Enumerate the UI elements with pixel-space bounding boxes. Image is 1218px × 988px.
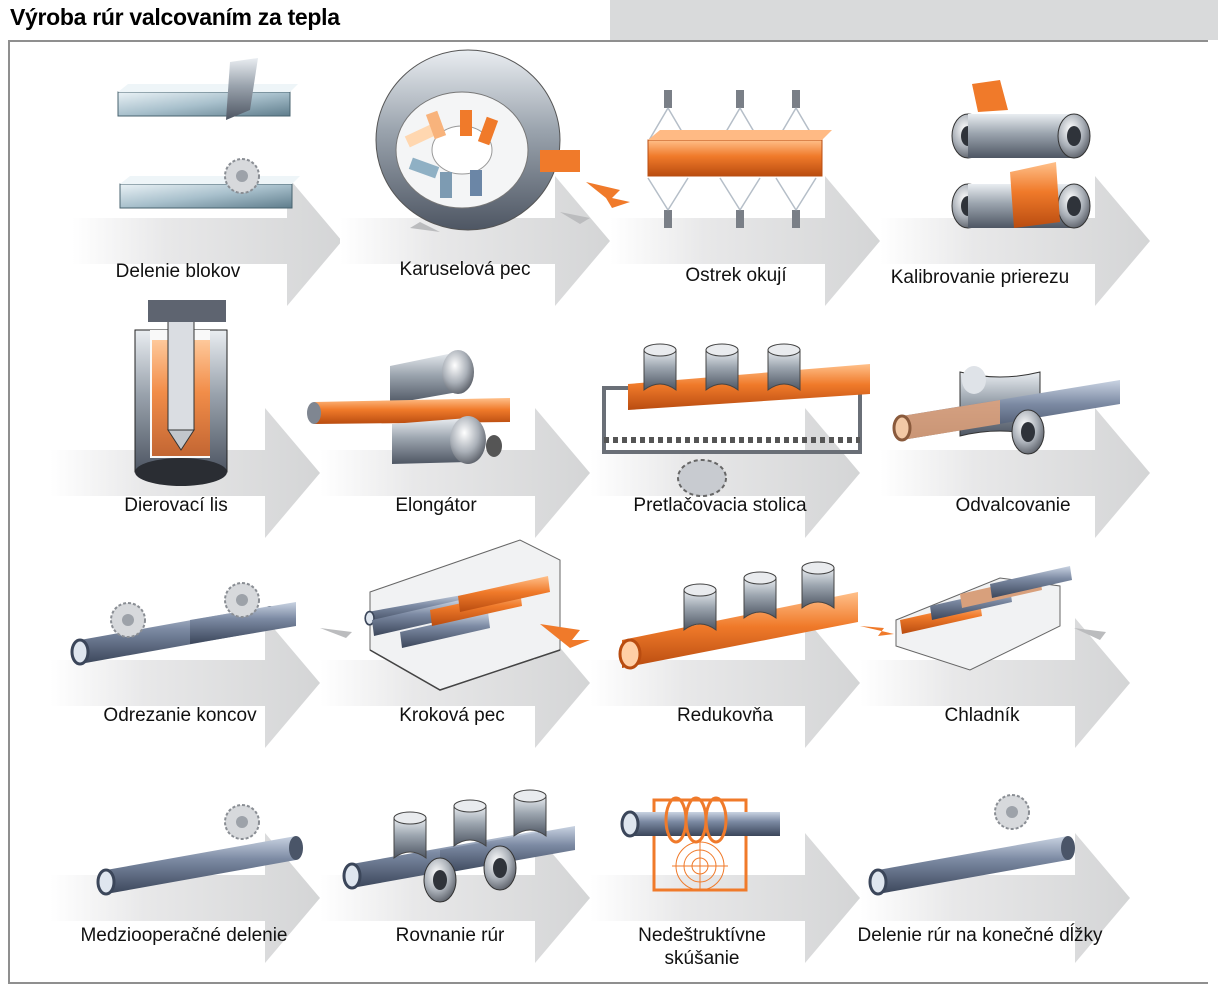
step-label-walking-beam-furnace: Kroková pec <box>399 705 505 726</box>
illustration-section-calibration <box>952 80 1090 228</box>
illustration-elongator <box>307 350 510 464</box>
step-label-calibration: Kalibrovanie prierezu <box>890 267 1070 288</box>
step-label-descaling: Ostrek okují <box>685 265 787 286</box>
step-label-billet-cutting: Delenie blokov <box>115 261 241 282</box>
page-title: Výroba rúr valcovaním za tepla <box>10 4 340 30</box>
step-label-piercing-press: Dierovací lis <box>124 495 228 516</box>
step-label-final-cutting: Delenie rúr na konečné dĺžky <box>857 925 1103 946</box>
step-label-elongator: Elongátor <box>395 495 477 516</box>
flow-arrows <box>50 176 1150 963</box>
illustration-descaling-spray <box>648 90 832 228</box>
illustration-reducing-mill <box>620 562 894 668</box>
step-label-push-bench: Pretlačovacia stolica <box>633 495 807 516</box>
step-label-end-cutting: Odrezanie koncov <box>103 705 257 726</box>
step-label-cooling-bed: Chladník <box>944 705 1020 726</box>
step-label-straightening: Rovnanie rúr <box>395 925 505 946</box>
step-label-ndt <box>562 924 842 970</box>
illustration-cooling-bed <box>896 566 1106 670</box>
illustration-piercing-press <box>135 300 227 486</box>
illustration-rotary-furnace <box>376 50 630 232</box>
step-label-reeling: Odvalcovanie <box>955 495 1071 516</box>
step-label-reducing-mill: Redukovňa <box>676 705 774 726</box>
step-label-intermediate-cutting: Medziooperačné delenie <box>80 925 288 946</box>
step-label-ndt-text: Nedeštruktívne skúšanie <box>638 925 766 969</box>
illustration-billet-cutting <box>118 58 300 208</box>
illustration-reeling-mill <box>894 366 1120 454</box>
step-label-rotary-furnace: Karuselová pec <box>399 259 531 280</box>
illustration-end-cutting <box>72 583 352 664</box>
